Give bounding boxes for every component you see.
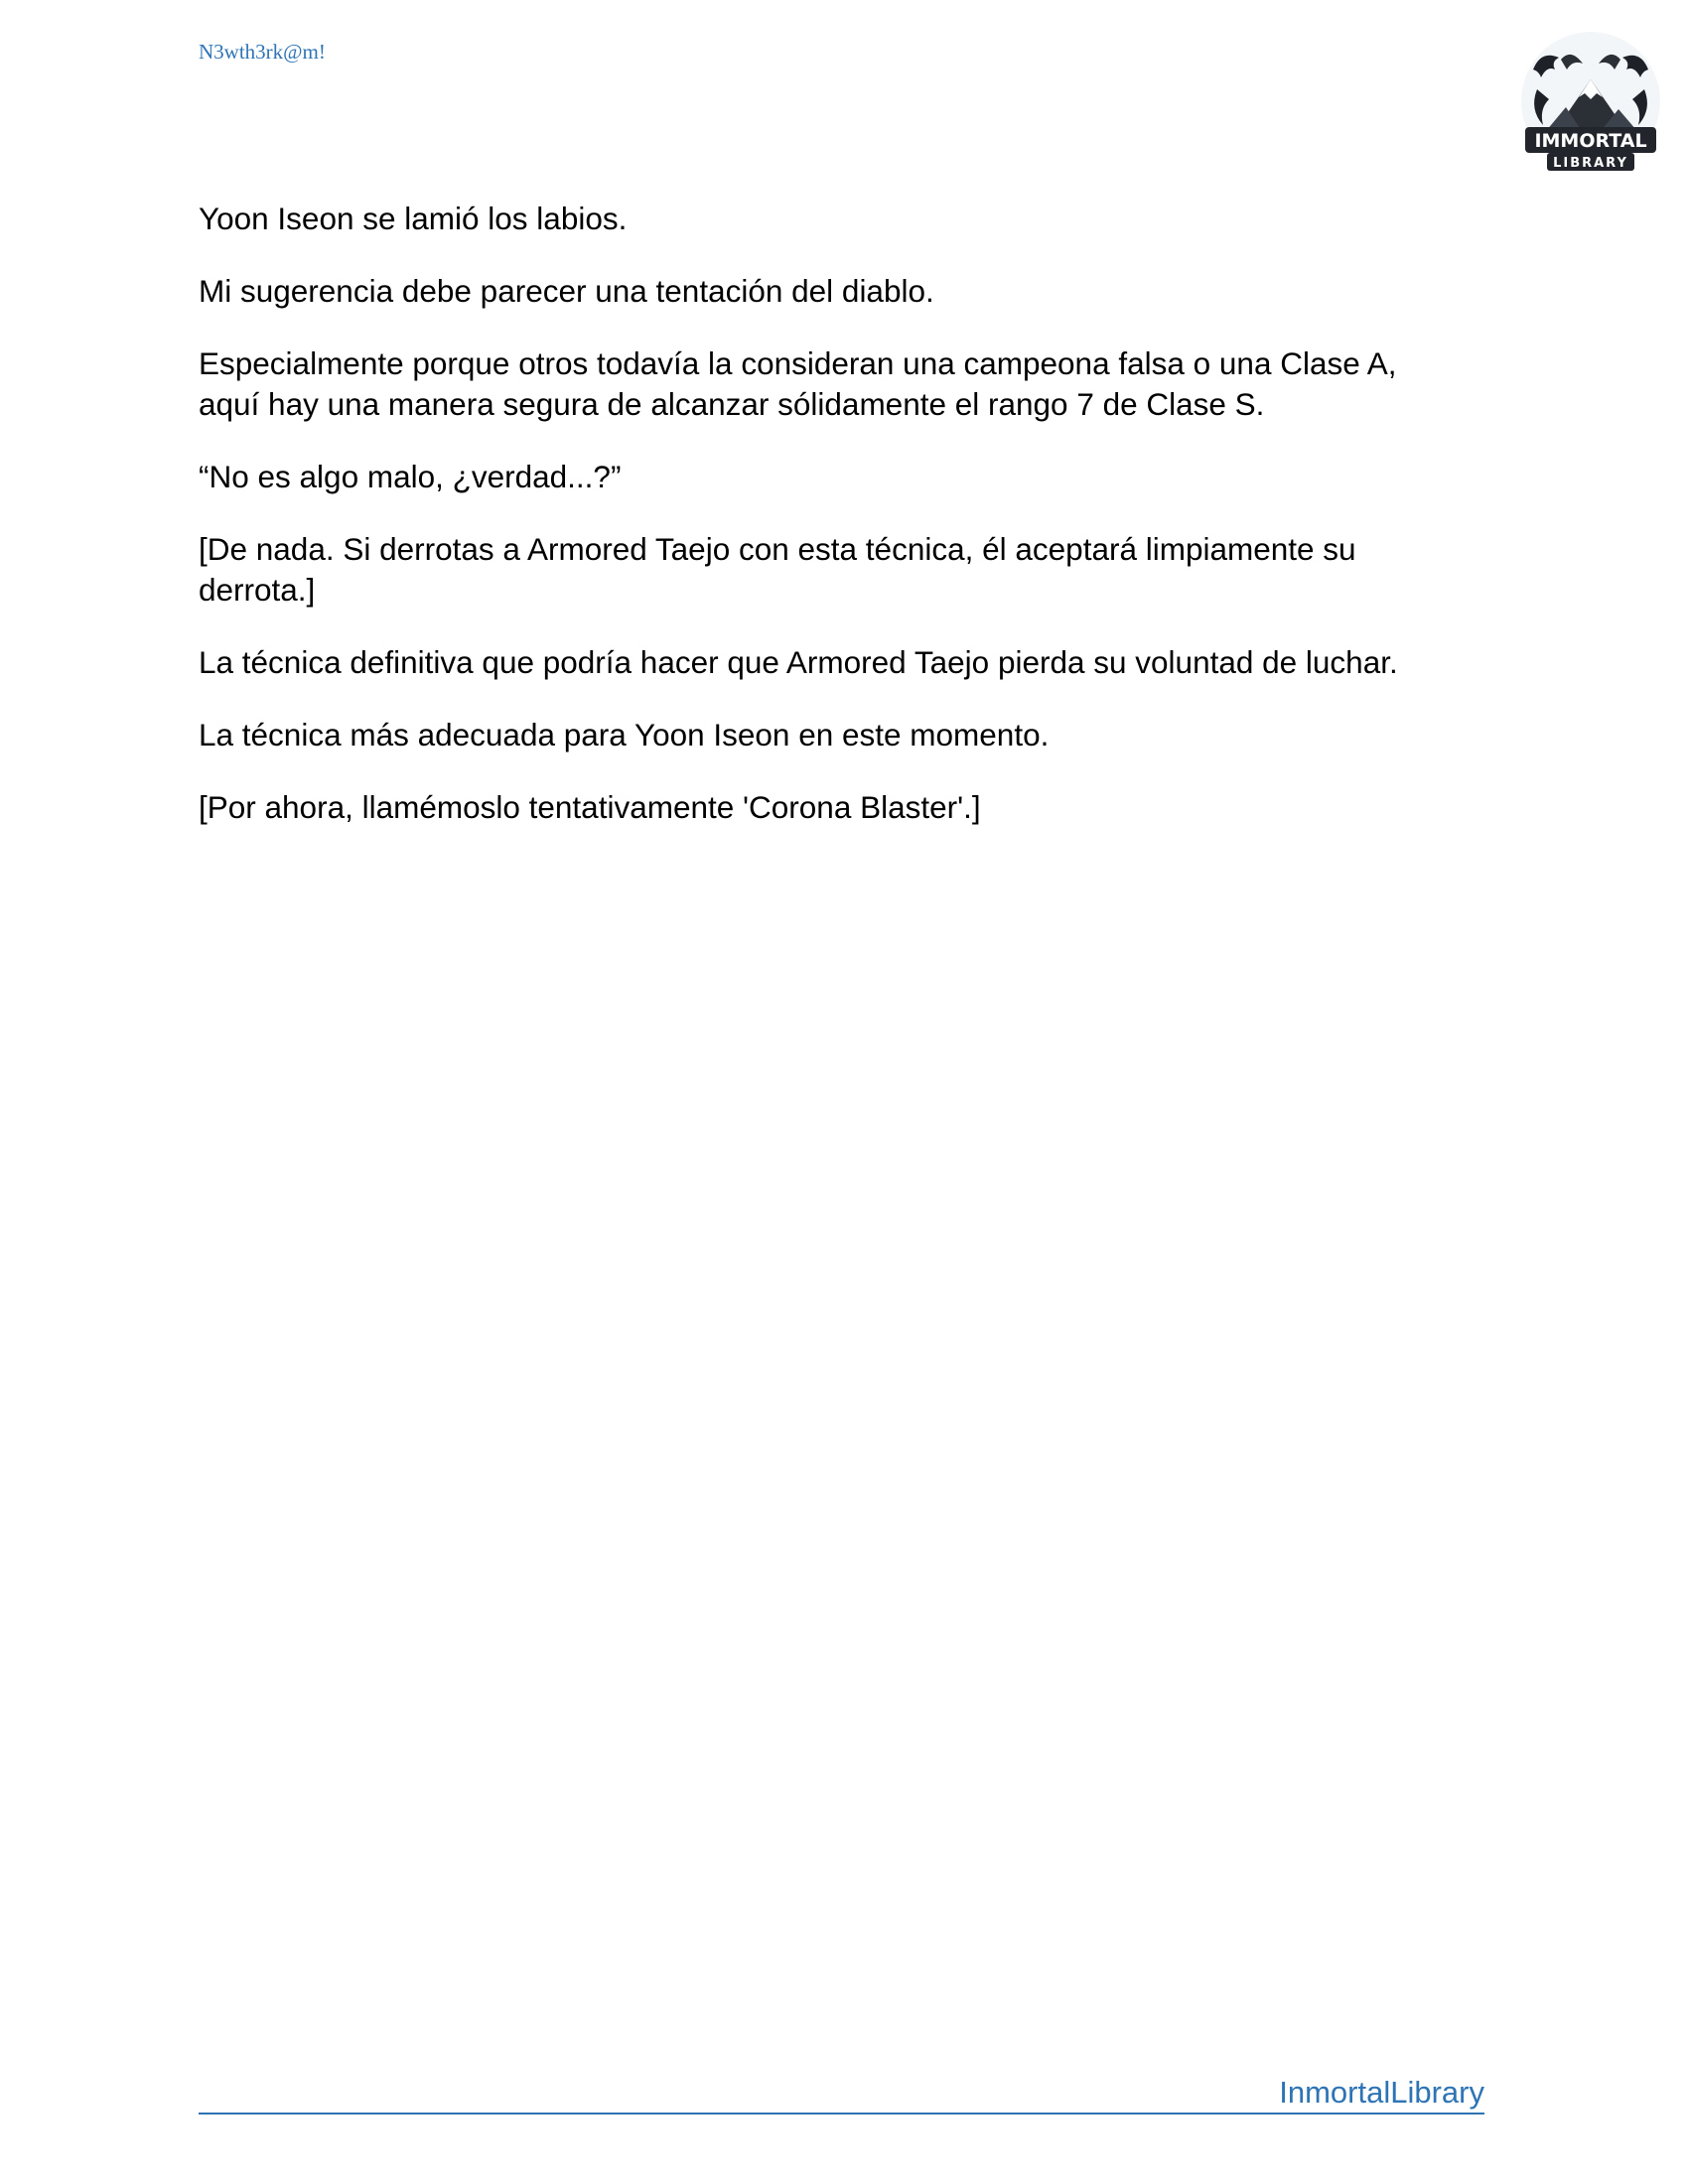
paragraph: Especialmente porque otros todavía la consideran una campeona falsa o una Clase A, aquí hay una manera segura de alcanzar sólidamente el rango 7 de Clase S. [199, 345, 1397, 422]
header-tag: N3wth3rk@m! [199, 40, 326, 64]
logo-text-line2: LIBRARY [1553, 156, 1628, 171]
paragraph: [De nada. Si derrotas a Armored Taejo con esta técnica, él aceptará limpiamente su derrota.] [199, 531, 1356, 608]
paragraph: “No es algo malo, ¿verdad...?” [199, 459, 622, 494]
footer-divider [199, 2113, 1484, 2115]
paragraph: La técnica definitiva que podría hacer que Armored Taejo pierda su voluntad de luchar. [199, 644, 1398, 680]
document-body [199, 199, 1489, 860]
immortal-library-logo-icon [1511, 30, 1670, 179]
footer-link[interactable]: InmortalLibrary [1279, 2075, 1484, 2110]
paragraph: La técnica más adecuada para Yoon Iseon en este momento. [199, 717, 1050, 752]
logo-text-line1: IMMORTAL [1534, 130, 1647, 152]
paragraph: Yoon Iseon se lamió los labios. [199, 201, 628, 236]
paragraph: Mi sugerencia debe parecer una tentación del diablo. [199, 273, 934, 309]
paragraph: [Por ahora, llamémoslo tentativamente 'Corona Blaster'.] [199, 789, 981, 825]
